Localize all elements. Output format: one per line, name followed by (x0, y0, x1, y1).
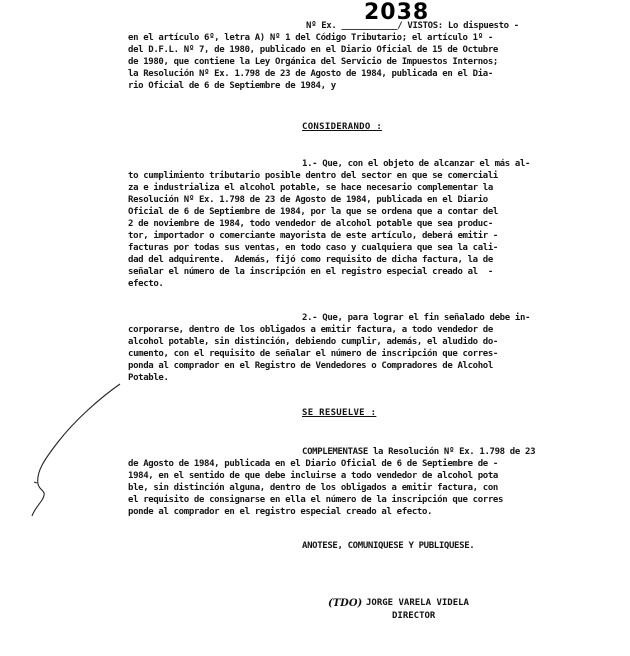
resuelve-line: 1984, en el sentido de que debe incluirse a todo vendedor de alcohol pota (128, 471, 498, 481)
considerando-2-line: ponda al comprador en el Registro de Vendedores o Compradores de Alcohol (128, 361, 493, 371)
considerando-1-line: Resolución Nº Ex. 1.798 de 23 de Agosto de 1984, publicada en el Diario (128, 195, 488, 205)
considerando-1-line: 1.- Que, con el objeto de alcanzar el más al- (302, 159, 531, 169)
considerando-1-line: to cumplimiento tributario posible dentro del sector en que se comerciali (128, 171, 498, 181)
resuelve-line: de Agosto de 1984, publicada en el Diario Oficial de 6 de Septiembre de - (128, 459, 498, 469)
considerando-1-line: señalar el número de la inscripción en el registro especial creado al - (128, 267, 493, 277)
document-number: 2038 (364, 0, 430, 25)
resuelve-line: ponde al comprador en el registro especial creado al efecto. (128, 507, 433, 517)
considerando-1-line: 2 de noviembre de 1984, todo vendedor de alcohol potable que sea produc- (128, 219, 493, 229)
handwritten-margin-mark (20, 380, 130, 520)
considerando-2-line: cumento, con el requisito de señalar el número de inscripción que corres- (128, 349, 498, 359)
resuelve-line: el requisito de consignarse en ella el número de la inscripción que corres (128, 495, 504, 505)
considerando-heading: CONSIDERANDO : (302, 122, 383, 132)
considerando-1-line: tor, importador o comerciante mayorista de este artículo, deberá emitir - (128, 231, 498, 241)
signature-name: JORGE VARELA VIDELA (366, 598, 469, 608)
considerando-1-line: za e industrializa el alcohol potable, se hace necesario complementar la (128, 183, 493, 193)
signature-title: DIRECTOR (392, 611, 436, 621)
resuelve-heading: SE RESUELVE : (302, 408, 377, 418)
header-line: del D.F.L. Nº 7, de 1980, publicado en el Diario Oficial de 15 de Octubre (128, 45, 498, 55)
considerando-1-line: efecto. (128, 279, 164, 289)
closing-text: ANOTESE, COMUNIQUESE Y PUBLIQUESE. (302, 541, 475, 551)
header-line: la Resolución Nº Ex. 1.798 de 23 de Agosto de 1984, publicada en el Dia- (128, 69, 493, 79)
header-line: de 1980, que contiene la Ley Orgánica del Servicio de Impuestos Internos; (128, 57, 498, 67)
header-line: Nº Ex. ___________/ VISTOS: Lo dispuesto - (306, 21, 519, 31)
considerando-2-line: Potable. (128, 373, 169, 383)
considerando-2-line: corporarse, dentro de los obligados a emitir factura, a todo vendedor de (128, 325, 493, 335)
considerando-1-line: Oficial de 6 de Septiembre de 1984, por la que se ordena que a contar del (128, 207, 498, 217)
considerando-2-line: 2.- Que, para lograr el fin señalado debe in- (302, 313, 531, 323)
header-line: rio Oficial de 6 de Septiembre de 1984, y (128, 81, 336, 91)
header-line: en el artículo 6º, letra A) Nº 1 del Código Tributario; el artículo 1º - (128, 33, 493, 43)
signature-initials: (TDO) (328, 598, 363, 609)
considerando-1-line: facturas por todas sus ventas, en todo caso y cualquiera que sea la cali- (128, 243, 498, 253)
resuelve-line: ble, sin distinción alguna, dentro de los obligados a emitir factura, con (128, 483, 498, 493)
resuelve-line: COMPLEMENTASE la Resolución Nº Ex. 1.798 de 23 (302, 447, 536, 457)
considerando-1-line: dad del adquirente. Además, fijó como requisito de dicha factura, la de (128, 255, 493, 265)
considerando-2-line: alcohol potable, sin distinción, debiendo cumplir, además, el aludido do- (128, 337, 498, 347)
